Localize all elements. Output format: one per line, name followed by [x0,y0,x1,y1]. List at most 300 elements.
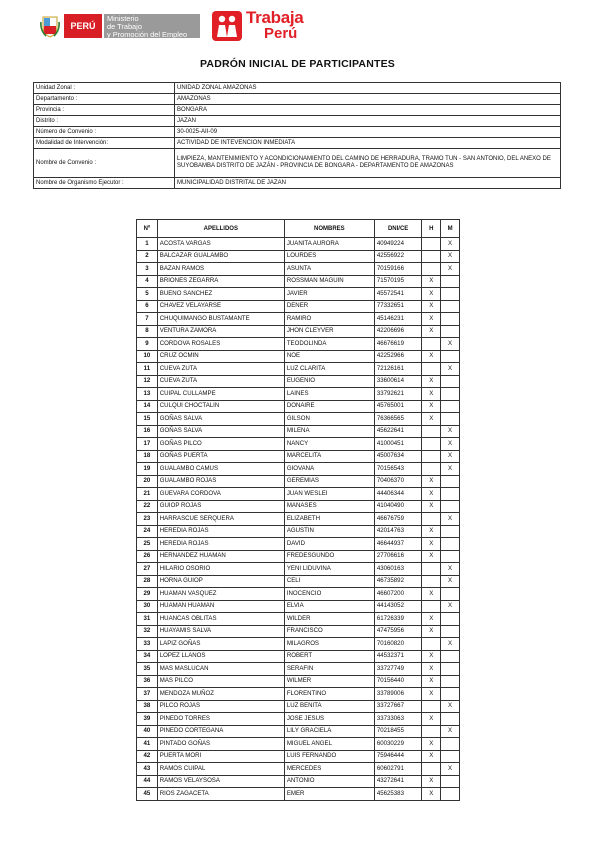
row-number: 31 [137,613,158,626]
h-mark-cell: X [422,775,441,788]
row-number: 26 [137,550,158,563]
m-mark-cell [441,275,460,288]
nombres-cell: ASUNTA [284,263,374,276]
row-number: 1 [137,238,158,251]
col-number-header: Nº [137,220,158,238]
table-row [137,788,460,801]
row-number: 18 [137,450,158,463]
m-mark-cell: X [441,338,460,351]
m-mark-cell: X [441,450,460,463]
apellidos-cell: PINTADO GOÑAS [157,738,284,751]
info-label: Distrito : [34,116,175,127]
h-mark-cell: X [422,488,441,501]
table-row [137,675,460,688]
table-row [137,525,460,538]
h-mark-cell: X [422,738,441,751]
dni-cell: 70156440 [374,675,422,688]
row-number: 11 [137,363,158,376]
m-mark-cell [441,300,460,313]
nombres-cell: JHON CLEYVER [284,325,374,338]
nombres-cell: CELI [284,575,374,588]
table-row [137,350,460,363]
dni-cell: 46735892 [374,575,422,588]
h-mark-cell: X [422,300,441,313]
apellidos-cell: PINEDO TORRES [157,713,284,726]
info-value: LIMPIEZA, MANTENIMIENTO Y ACONDICIONAMIENTO DEL CAMINO DE HERRADURA, TRAMO TUN - SAN ANTONIO, DEL ANEXO DE SUYOBAMBA DISTRITO DE JAZÁN - PROVINCIA DE BONGARA - DEPARTAMENTO DE AMAZONAS [175,149,561,178]
document-header [0,0,595,52]
m-mark-cell [441,650,460,663]
nombres-cell: LOURDES [284,250,374,263]
table-row [137,713,460,726]
info-row [34,116,561,127]
dni-cell: 46607200 [374,588,422,601]
nombres-cell: WILDER [284,613,374,626]
apellidos-cell: VENTURA ZAMORA [157,325,284,338]
apellidos-cell: LAPIZ GOÑAS [157,638,284,651]
info-value: 30-0025-AII-09 [175,127,561,138]
row-number: 41 [137,738,158,751]
table-row [137,638,460,651]
dni-cell: 70160820 [374,638,422,651]
nombres-cell: WILMER [284,675,374,688]
row-number: 7 [137,313,158,326]
nombres-cell: EUGENIO [284,375,374,388]
dni-cell: 45765001 [374,400,422,413]
row-number: 44 [137,775,158,788]
dni-cell: 46676759 [374,513,422,526]
h-mark-cell: X [422,613,441,626]
nombres-cell: EMER [284,788,374,801]
h-mark-cell [422,600,441,613]
apellidos-cell: GOÑAS PUERTA [157,450,284,463]
nombres-cell: SERAFIN [284,663,374,676]
table-row [137,438,460,451]
page-title: PADRÓN INICIAL DE PARTICIPANTES [199,58,395,70]
dni-cell: 70156543 [374,463,422,476]
h-mark-cell: X [422,325,441,338]
row-number: 8 [137,325,158,338]
table-row [137,600,460,613]
table-row [137,250,460,263]
row-number: 2 [137,250,158,263]
apellidos-cell: HERNANDEZ HUAMAN [157,550,284,563]
trabaja-peru-icon [211,10,243,42]
info-value: AMAZONAS [175,94,561,105]
participants-header-row [137,220,460,238]
nombres-cell: JAVIER [284,288,374,301]
row-number: 16 [137,425,158,438]
h-mark-cell [422,575,441,588]
m-mark-cell [441,350,460,363]
row-number: 42 [137,750,158,763]
nombres-cell: ELVIA [284,600,374,613]
dni-cell: 61726339 [374,613,422,626]
row-number: 15 [137,413,158,426]
row-number: 13 [137,388,158,401]
ministry-logo [104,14,200,38]
h-mark-cell: X [422,375,441,388]
table-row [137,763,460,776]
h-mark-cell [422,513,441,526]
table-row [137,463,460,476]
dni-cell: 47475956 [374,625,422,638]
table-row [137,238,460,251]
nombres-cell: YENI LIDUVINA [284,563,374,576]
h-mark-cell: X [422,538,441,551]
nombres-cell: LILY GRACIELA [284,725,374,738]
apellidos-cell: BALCAZAR GUALAMBO [157,250,284,263]
table-row [137,750,460,763]
table-row [137,375,460,388]
m-mark-cell [441,288,460,301]
table-row [137,363,460,376]
m-mark-cell [441,475,460,488]
table-row [137,725,460,738]
info-value: BONGARA [175,105,561,116]
h-mark-cell [422,725,441,738]
dni-cell: 44532371 [374,650,422,663]
nombres-cell: MIGUEL ANGEL [284,738,374,751]
nombres-cell: ROBERT [284,650,374,663]
nombres-cell: MILENA [284,425,374,438]
h-mark-cell: X [422,550,441,563]
h-mark-cell: X [422,650,441,663]
row-number: 12 [137,375,158,388]
m-mark-cell: X [441,263,460,276]
dni-cell: 42206696 [374,325,422,338]
row-number: 22 [137,500,158,513]
ministry-line-1: Ministerio [107,14,139,23]
apellidos-cell: HILARIO OSORIO [157,563,284,576]
h-mark-cell: X [422,313,441,326]
apellidos-cell: HEREDIA ROJAS [157,525,284,538]
info-row [34,149,561,178]
dni-cell: 33789006 [374,688,422,701]
m-mark-cell [441,325,460,338]
table-row [137,625,460,638]
row-number: 19 [137,463,158,476]
apellidos-cell: CUEVA ZUTA [157,375,284,388]
dni-cell: 42014763 [374,525,422,538]
row-number: 3 [137,263,158,276]
row-number: 28 [137,575,158,588]
m-mark-cell [441,488,460,501]
nombres-cell: ROSSMAN MAGUIN [284,275,374,288]
table-row [137,613,460,626]
row-number: 30 [137,600,158,613]
h-mark-cell: X [422,663,441,676]
dni-cell: 44406344 [374,488,422,501]
apellidos-cell: CUIPAL CULLAMPE [157,388,284,401]
h-mark-cell [422,700,441,713]
h-mark-cell [422,263,441,276]
m-mark-cell [441,500,460,513]
m-mark-cell: X [441,425,460,438]
peru-logo [64,14,102,38]
dni-cell: 33792621 [374,388,422,401]
m-mark-cell [441,663,460,676]
info-label: Nombre de Convenio : [34,149,175,178]
col-apellidos-header: APELLIDOS [157,220,284,238]
m-mark-cell: X [441,600,460,613]
nombres-cell: NANCY [284,438,374,451]
apellidos-cell: GUIOP ROJAS [157,500,284,513]
m-mark-cell [441,788,460,801]
dni-cell: 46676619 [374,338,422,351]
nombres-cell: LUZ CLARITA [284,363,374,376]
row-number: 38 [137,700,158,713]
dni-cell: 33600614 [374,375,422,388]
coat-of-arms-icon [40,14,60,38]
m-mark-cell [441,775,460,788]
m-mark-cell [441,688,460,701]
nombres-cell: RAMIRO [284,313,374,326]
dni-cell: 44143052 [374,600,422,613]
h-mark-cell: X [422,588,441,601]
dni-cell: 43060163 [374,563,422,576]
nombres-cell: ELIZABETH [284,513,374,526]
h-mark-cell: X [422,788,441,801]
table-row [137,413,460,426]
table-row [137,425,460,438]
dni-cell: 45007634 [374,450,422,463]
info-label: Modalidad de Intervención: [34,138,175,149]
info-row [34,94,561,105]
dni-cell: 70159166 [374,263,422,276]
m-mark-cell: X [441,638,460,651]
dni-cell: 41000451 [374,438,422,451]
apellidos-cell: CUEVA ZUTA [157,363,284,376]
h-mark-cell: X [422,288,441,301]
m-mark-cell [441,375,460,388]
h-mark-cell: X [422,713,441,726]
h-mark-cell: X [422,275,441,288]
h-mark-cell: X [422,413,441,426]
h-mark-cell: X [422,475,441,488]
apellidos-cell: GOÑAS PILCO [157,438,284,451]
apellidos-cell: RAMOS VELAYSOSA [157,775,284,788]
h-mark-cell [422,438,441,451]
apellidos-cell: PINEDO CORTEGANA [157,725,284,738]
info-row [34,138,561,149]
nombres-cell: INOCENCIO [284,588,374,601]
h-mark-cell: X [422,400,441,413]
participants-table [136,219,460,801]
dni-cell: 27706616 [374,550,422,563]
row-number: 24 [137,525,158,538]
table-row [137,775,460,788]
m-mark-cell [441,413,460,426]
h-mark-cell [422,425,441,438]
dni-cell: 76366565 [374,413,422,426]
row-number: 32 [137,625,158,638]
row-number: 29 [137,588,158,601]
h-mark-cell: X [422,750,441,763]
m-mark-cell [441,625,460,638]
nombres-cell: GIOVANA [284,463,374,476]
apellidos-cell: HUANCAS OBLITAS [157,613,284,626]
ministry-line-3: y Promoción del Empleo [107,30,188,39]
apellidos-cell: RIOS ZAGACETA [157,788,284,801]
apellidos-cell: CORDOVA ROSALES [157,338,284,351]
nombres-cell: GILSON [284,413,374,426]
apellidos-cell: CRUZ OCMIN [157,350,284,363]
nombres-cell: MANASES [284,500,374,513]
apellidos-cell: RAMOS CUIPAL [157,763,284,776]
info-label: Departamento : [34,94,175,105]
h-mark-cell: X [422,350,441,363]
dni-cell: 46644937 [374,538,422,551]
row-number: 20 [137,475,158,488]
h-mark-cell: X [422,688,441,701]
info-label: Unidad Zonal : [34,83,175,94]
apellidos-cell: HARRASCUE SERQUERA [157,513,284,526]
brand-word-trabaja: Trabaja [246,8,304,27]
nombres-cell: DAVID [284,538,374,551]
row-number: 23 [137,513,158,526]
nombres-cell: JUANITA AURORA [284,238,374,251]
table-row [137,700,460,713]
peru-label: PERÚ [70,21,96,31]
m-mark-cell: X [441,700,460,713]
nombres-cell: FLORENTINO [284,688,374,701]
table-row [137,388,460,401]
h-mark-cell [422,450,441,463]
m-mark-cell [441,538,460,551]
apellidos-cell: MENDOZA MUÑOZ [157,688,284,701]
info-label: Nombre de Organismo Ejecutor : [34,178,175,189]
row-number: 6 [137,300,158,313]
m-mark-cell [441,588,460,601]
dni-cell: 70406370 [374,475,422,488]
h-mark-cell: X [422,625,441,638]
nombres-cell: DENER [284,300,374,313]
dni-cell: 45146231 [374,313,422,326]
dni-cell: 70218455 [374,725,422,738]
nombres-cell: MARCELITA [284,450,374,463]
m-mark-cell: X [441,363,460,376]
table-row [137,450,460,463]
h-mark-cell: X [422,388,441,401]
table-row [137,575,460,588]
h-mark-cell [422,638,441,651]
col-dni-header: DNI/CE [374,220,422,238]
apellidos-cell: HUAMAN VASQUEZ [157,588,284,601]
table-row [137,688,460,701]
dni-cell: 60030229 [374,738,422,751]
m-mark-cell [441,388,460,401]
col-h-header: H [422,220,441,238]
m-mark-cell: X [441,725,460,738]
dni-cell: 42556922 [374,250,422,263]
row-number: 33 [137,638,158,651]
dni-cell: 43272641 [374,775,422,788]
row-number: 4 [137,275,158,288]
ministry-line-2: de Trabajo [107,22,142,31]
dni-cell: 45572541 [374,288,422,301]
table-row [137,313,460,326]
row-number: 9 [137,338,158,351]
row-number: 17 [137,438,158,451]
info-label: Número de Convenio : [34,127,175,138]
nombres-cell: JOSE JESUS [284,713,374,726]
m-mark-cell: X [441,763,460,776]
apellidos-cell: GOÑAS SALVA [157,425,284,438]
nombres-cell: TEODOLINDA [284,338,374,351]
table-row [137,588,460,601]
dni-cell: 45622641 [374,425,422,438]
apellidos-cell: HEREDIA ROJAS [157,538,284,551]
table-row [137,325,460,338]
apellidos-cell: HUAMAN HUAMAN [157,600,284,613]
row-number: 36 [137,675,158,688]
m-mark-cell [441,550,460,563]
m-mark-cell [441,713,460,726]
info-value: ACTIVIDAD DE INTEVENCION INMEDIATA [175,138,561,149]
m-mark-cell [441,738,460,751]
table-row [137,288,460,301]
row-number: 40 [137,725,158,738]
apellidos-cell: GOÑAS SALVA [157,413,284,426]
h-mark-cell [422,763,441,776]
m-mark-cell: X [441,250,460,263]
convenio-info-table [33,82,561,189]
row-number: 10 [137,350,158,363]
table-row [137,563,460,576]
info-row [34,105,561,116]
apellidos-cell: CHAVEZ VELAYARSE [157,300,284,313]
apellidos-cell: MAS PILCO [157,675,284,688]
table-row [137,300,460,313]
h-mark-cell [422,238,441,251]
row-number: 21 [137,488,158,501]
table-row [137,538,460,551]
info-row [34,178,561,189]
nombres-cell: LUIS FERNANDO [284,750,374,763]
h-mark-cell: X [422,525,441,538]
m-mark-cell: X [441,563,460,576]
table-row [137,738,460,751]
apellidos-cell: CHUQUIMANGO BUSTAMANTE [157,313,284,326]
apellidos-cell: HORNA GUIOP [157,575,284,588]
row-number: 14 [137,400,158,413]
dni-cell: 75946444 [374,750,422,763]
nombres-cell: LUZ BENITA [284,700,374,713]
m-mark-cell [441,525,460,538]
row-number: 45 [137,788,158,801]
m-mark-cell [441,313,460,326]
nombres-cell: AGUSTIN [284,525,374,538]
dni-cell: 71570195 [374,275,422,288]
m-mark-cell: X [441,238,460,251]
table-row [137,488,460,501]
row-number: 37 [137,688,158,701]
dni-cell: 33727749 [374,663,422,676]
info-value: JAZAN [175,116,561,127]
apellidos-cell: ACOSTA VARGAS [157,238,284,251]
row-number: 39 [137,713,158,726]
table-row [137,663,460,676]
h-mark-cell [422,563,441,576]
row-number: 35 [137,663,158,676]
dni-cell: 33727667 [374,700,422,713]
table-row [137,550,460,563]
info-label: Provincia : [34,105,175,116]
table-row [137,263,460,276]
table-row [137,650,460,663]
m-mark-cell [441,675,460,688]
info-row [34,127,561,138]
